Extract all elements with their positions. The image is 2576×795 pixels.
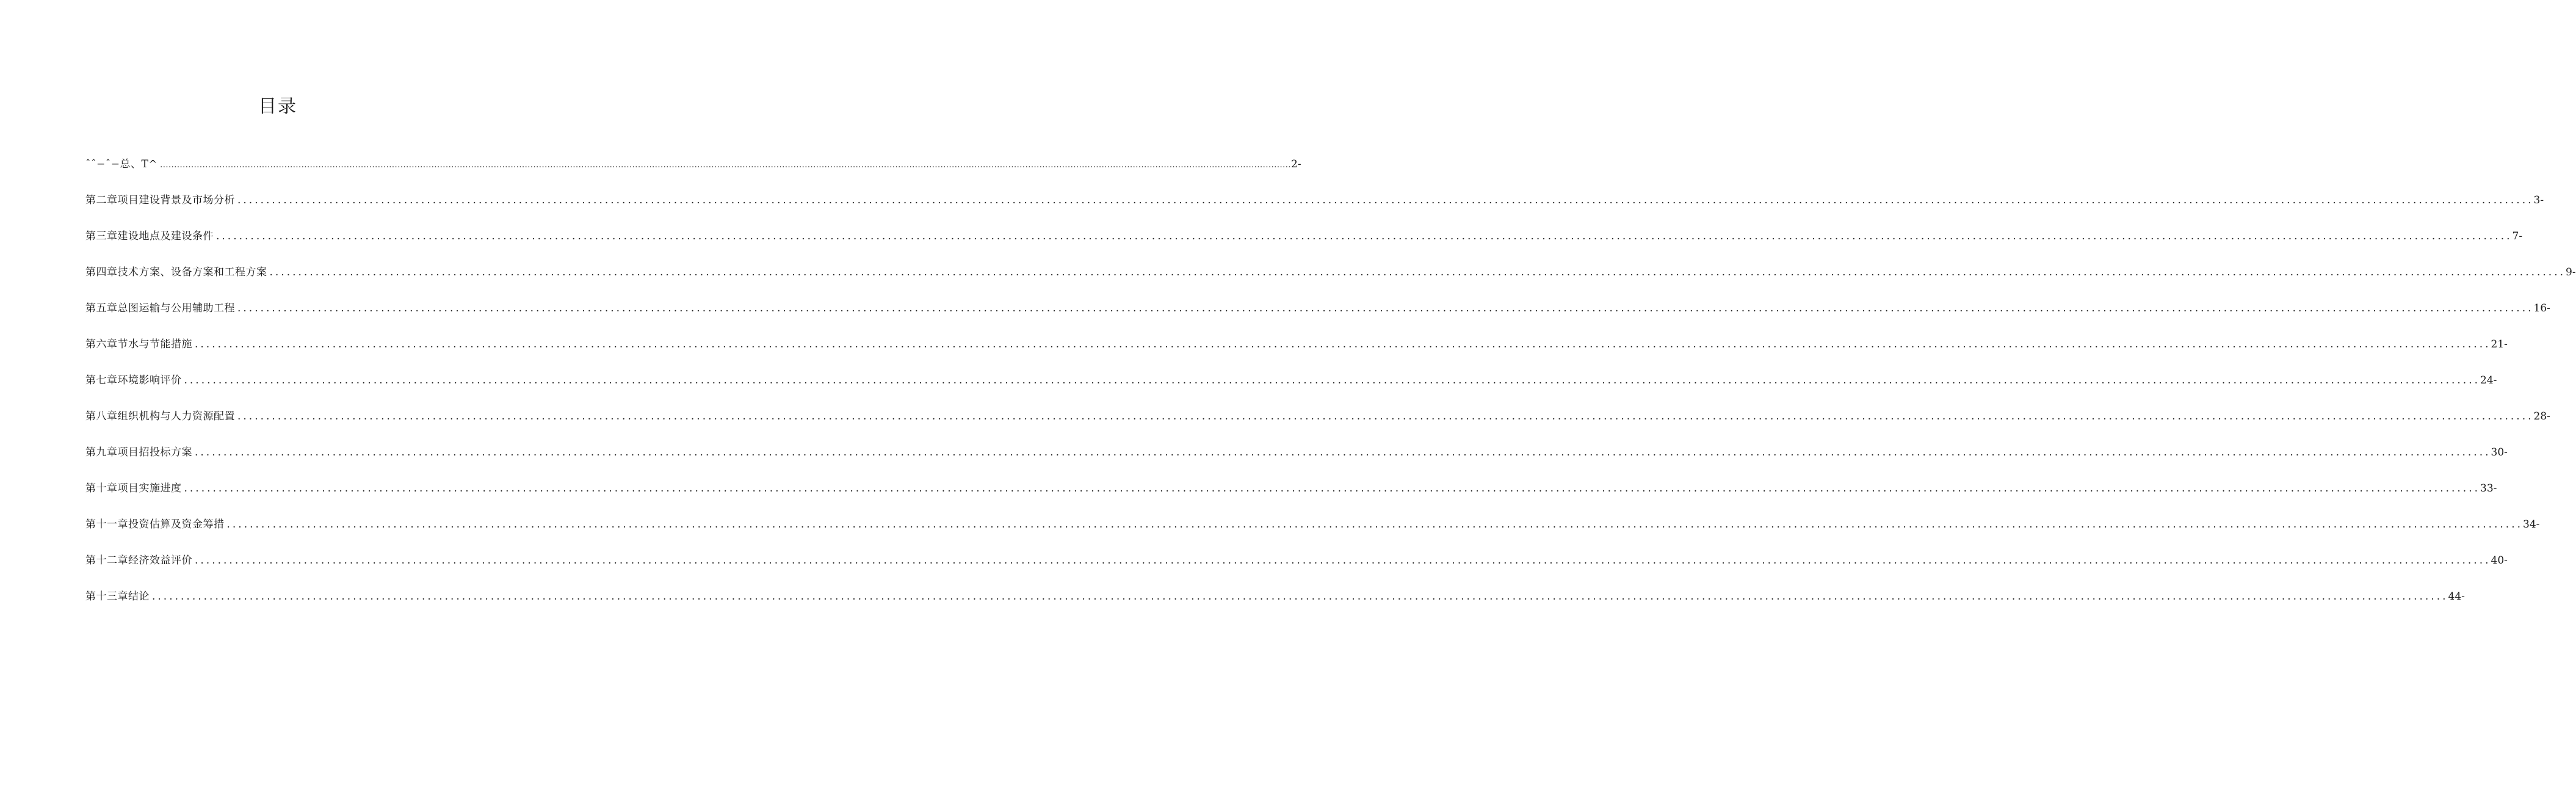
toc-dot-leader: ................................................................................................................................................................................................................................................................................................................................................................................................................	[226, 518, 2524, 531]
toc-entry-label: 第四章技术方案、设备方案和工程方案	[85, 266, 267, 278]
toc-entry-page-number: 34-	[2523, 518, 2540, 531]
toc-dot-leader: ................................................................................................................................................................................................................................................................................................................................................................................................................	[237, 302, 2534, 314]
toc-entry-page-number: 16-	[2533, 302, 2550, 314]
toc-entry-page-number: 33-	[2480, 482, 2497, 495]
toc-entry-label: 第十一章投资估算及资金筹措	[85, 518, 225, 531]
toc-entry-label: 第八章组织机构与人力资源配置	[85, 410, 235, 423]
toc-dot-leader: ................................................................................................................................................................................................................................................................................................................................................................................................................	[269, 266, 2566, 278]
toc-entry[interactable]	[85, 187, 2544, 223]
toc-dot-leader: ................................................................................................................................................................................................................................................................................................................................................................................................................	[195, 554, 2491, 567]
toc-entry-label: ˆˆ−ˆ−总、T^	[85, 158, 158, 170]
toc-dot-leader: ................................................................................................................................................................................................................................................................................................................................................................................................................	[237, 410, 2534, 423]
toc-entry-label: 第十章项目实施进度	[85, 482, 182, 495]
toc-dot-leader: ................................................................................................................................................................................................................................................................................................................................................................................................................	[195, 446, 2491, 459]
toc-entry[interactable]	[85, 547, 2508, 583]
toc-entry[interactable]	[85, 259, 2576, 295]
toc-entry-page-number: 28-	[2533, 410, 2550, 423]
toc-dot-leader: ................................................................................................................................................................................................................................................................................................................................................................................................................	[152, 590, 2448, 603]
toc-entry[interactable]	[85, 331, 2508, 367]
toc-entry[interactable]	[85, 475, 2497, 511]
toc-entry-label: 第十二章经济效益评价	[85, 554, 192, 567]
toc-dot-leader: ................................................................................................................................................................................................................................................................................................................................................................................................................	[160, 161, 1292, 170]
toc-entry-label: 第十三章结论	[85, 590, 150, 603]
toc-entry-page-number: 3-	[2533, 194, 2544, 206]
toc-entry-page-number: 21-	[2491, 338, 2508, 350]
toc-entry[interactable]	[85, 403, 2550, 439]
toc-entry[interactable]	[85, 511, 2540, 547]
toc-entry[interactable]	[85, 439, 2508, 475]
toc-entry[interactable]	[85, 295, 2550, 331]
toc-entry[interactable]	[85, 151, 1301, 187]
toc-dot-leader: ................................................................................................................................................................................................................................................................................................................................................................................................................	[184, 374, 2481, 387]
toc-entry[interactable]	[85, 367, 2497, 403]
toc-entry[interactable]	[85, 583, 2465, 619]
toc-entry-label: 第九章项目招投标方案	[85, 446, 192, 459]
toc-entry-page-number: 24-	[2480, 374, 2497, 387]
toc-dot-leader: ................................................................................................................................................................................................................................................................................................................................................................................................................	[216, 230, 2513, 242]
toc-entry-page-number: 44-	[2448, 590, 2465, 603]
toc-dot-leader: ................................................................................................................................................................................................................................................................................................................................................................................................................	[195, 338, 2491, 350]
toc-title: 目录	[258, 96, 297, 117]
toc-entry-page-number: 40-	[2491, 554, 2508, 567]
toc-entry-page-number: 2-	[1291, 158, 1301, 170]
toc-entry-label: 第六章节水与节能措施	[85, 338, 192, 350]
table-of-contents	[85, 151, 2576, 619]
toc-dot-leader: ................................................................................................................................................................................................................................................................................................................................................................................................................	[237, 194, 2534, 206]
toc-entry-page-number: 30-	[2491, 446, 2508, 459]
toc-entry-label: 第三章建设地点及建设条件	[85, 230, 214, 242]
toc-entry-label: 第五章总图运输与公用辅助工程	[85, 302, 235, 314]
toc-entry-page-number: 9-	[2566, 266, 2576, 278]
toc-dot-leader: ................................................................................................................................................................................................................................................................................................................................................................................................................	[184, 482, 2481, 495]
toc-entry[interactable]	[85, 223, 2523, 259]
toc-entry-label: 第二章项目建设背景及市场分析	[85, 194, 235, 206]
toc-entry-label: 第七章环境影响评价	[85, 374, 182, 387]
toc-entry-page-number: 7-	[2512, 230, 2523, 242]
